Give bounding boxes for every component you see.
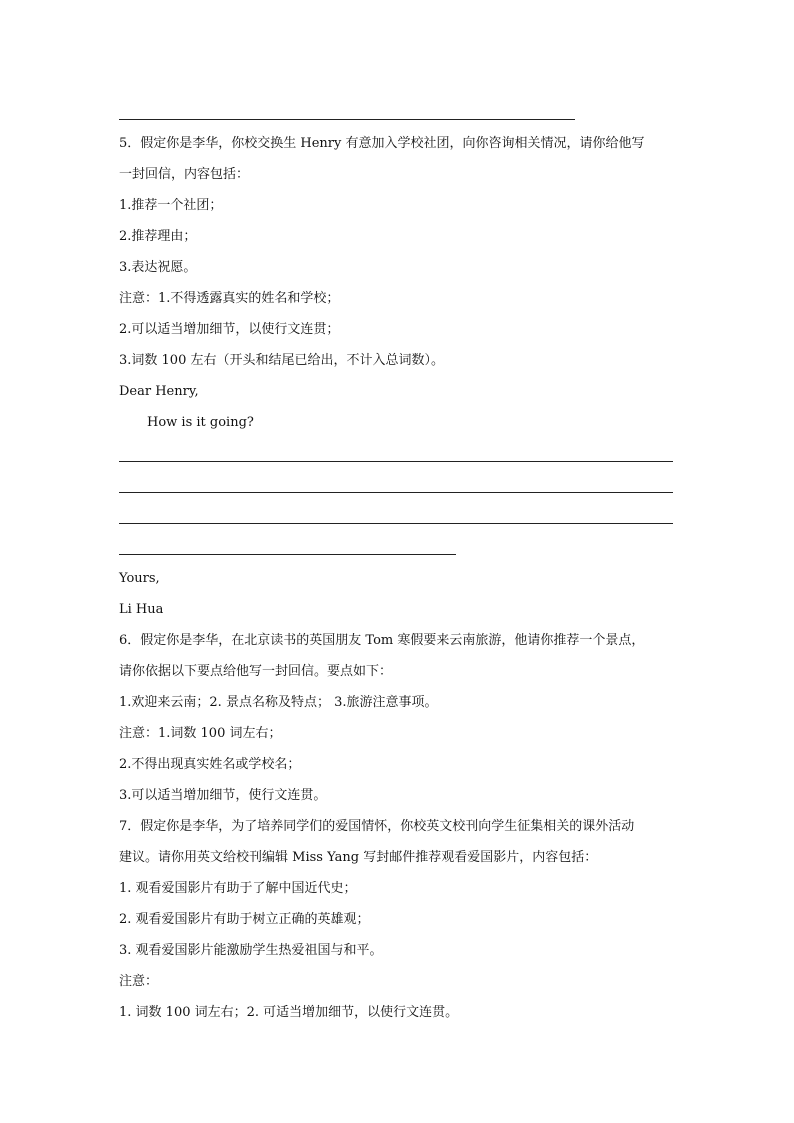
q6-note-2: 2.不得出现真实姓名或学校名； xyxy=(119,757,301,772)
q5-greeting: Dear Henry, xyxy=(119,384,199,399)
q5-point-1: 1.推荐一个社团； xyxy=(119,198,223,213)
q5-opening: How is it going? xyxy=(147,415,254,430)
answer-line xyxy=(119,492,673,493)
q5-signature: Li Hua xyxy=(119,602,164,617)
q7-notes: 1. 词数 100 词左右；2. 可适当增加细节，以使行文连贯。 xyxy=(119,1005,459,1020)
q6-title-line-2: 请你依据以下要点给他写一封回信。要点如下： xyxy=(119,664,393,679)
q6-note-1: 注意：1.词数 100 词左右； xyxy=(119,726,282,741)
q7-point-3: 3. 观看爱国影片能激励学生热爱祖国与和平。 xyxy=(119,943,383,958)
q5-point-3: 3.表达祝愿。 xyxy=(119,260,197,275)
q7-notes-label: 注意： xyxy=(119,974,159,989)
q5-title-line-2: 一封回信，内容包括： xyxy=(119,167,250,182)
q7-point-1: 1. 观看爱国影片有助于了解中国近代史； xyxy=(119,881,357,896)
q5-note-1: 注意：1.不得透露真实的姓名和学校； xyxy=(119,291,340,306)
answer-line xyxy=(119,523,673,524)
answer-line xyxy=(119,554,456,555)
answer-line xyxy=(119,119,575,120)
q5-note-2: 2.可以适当增加细节，以使行文连贯； xyxy=(119,322,340,337)
q7-title-line-2: 建议。请你用英文给校刊编辑 Miss Yang 写封邮件推荐观看爱国影片，内容包括： xyxy=(119,850,598,865)
q6-title-line-1: 6．假定你是李华，在北京读书的英国朋友 Tom 寒假要来云南旅游，他请你推荐一个景点， xyxy=(119,633,645,648)
q5-title-line-1: 5．假定你是李华，你校交换生 Henry 有意加入学校社团，向你咨询相关情况，请你给他写 xyxy=(119,136,645,151)
answer-line xyxy=(119,461,673,462)
q6-points: 1.欢迎来云南；2. 景点名称及特点； 3.旅游注意事项。 xyxy=(119,695,438,710)
q7-point-2: 2. 观看爱国影片有助于树立正确的英雄观； xyxy=(119,912,370,927)
q6-note-3: 3.可以适当增加细节，使行文连贯。 xyxy=(119,788,327,803)
q7-title-line-1: 7．假定你是李华，为了培养同学们的爱国情怀，你校英文校刊向学生征集相关的课外活动 xyxy=(119,819,635,834)
q5-note-3: 3.词数 100 左右（开头和结尾已给出，不计入总词数）。 xyxy=(119,353,444,368)
q5-closing: Yours, xyxy=(119,571,160,586)
q5-point-2: 2.推荐理由； xyxy=(119,229,197,244)
